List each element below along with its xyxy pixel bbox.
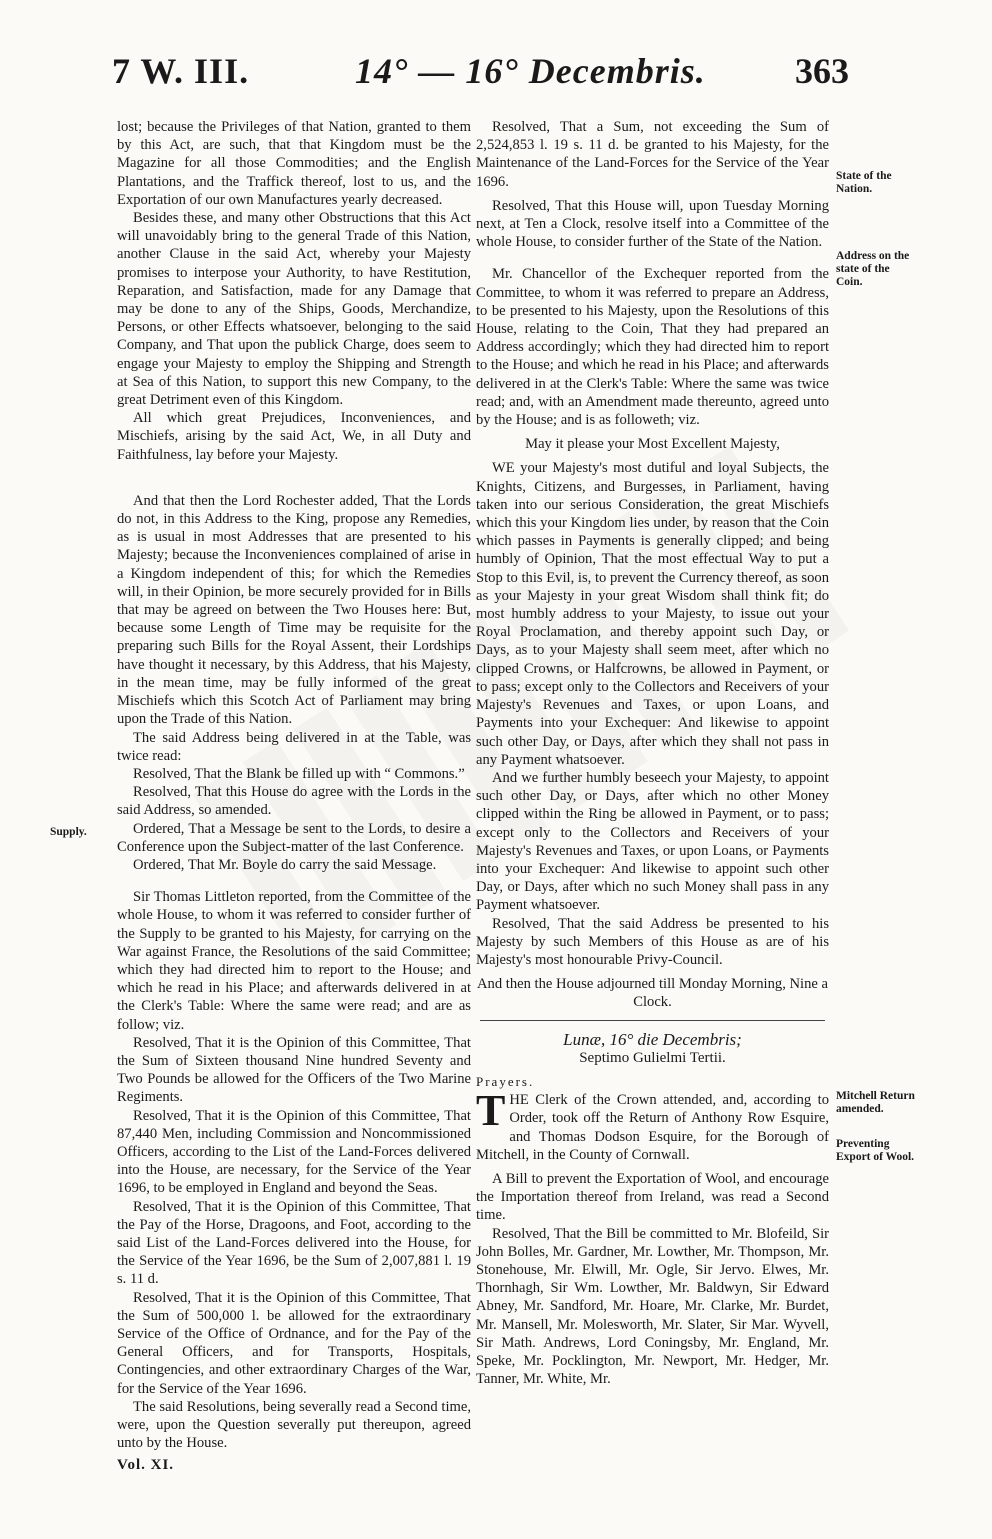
resolution: Resolved, That the Bill be committed to Mr. Blofeild, Sir John Bolles, Mr. Gardner, Mr. Lowther, Mr. Thompson, Mr. Stonehouse, Mr. Elwill, Mr. Ogle, Sir Jervo. Elwes, Mr. Thornhagh, Sir Wm. Lowther, Mr. Baldwyn, Sir Edward Abney, Mr. Sandford, Mr. Hoare, Mr. Clarke, Mr. Burdet, Mr. Mansell, Mr. Molesworth, Mr. Slater, Sir Mar. Wyvell, Sir Math. Andrews, Lord Coningsby, Mr. England, Mr. Speke, Mr. Pocklington, Mr. Newport, Mr. Hedger, Mr. Tanner, Mr. White, Mr. — [476, 1225, 829, 1388]
volume-footer: Vol. XI. — [117, 1457, 175, 1474]
resolution: Resolved, That this House do agree with the Lords in the said Address, so amended. — [117, 784, 471, 819]
order: Ordered, That Mr. Boyle do carry the said Message. — [133, 856, 437, 873]
paragraph: The said Resolutions, being severally read a Second time, were, upon the Question severally put thereupon, agreed unto by the House. — [117, 1398, 471, 1452]
regnal-year: 7 W. III. — [112, 51, 250, 91]
resolution: Resolved, That the Blank be filled up with “ Commons.” — [133, 765, 465, 782]
resolution: Resolved, That it is the Opinion of this Committee, That the Sum of Sixteen thousand Nine hundred Seventy and Two Pounds be allowed for the Officers of the Two Marine Regiments. — [117, 1034, 471, 1106]
paragraph: The said Address being delivered in at the Table, was twice read: — [117, 729, 471, 764]
left-column — [117, 118, 471, 1475]
page-number: 363 — [795, 51, 849, 91]
margin-note-mitchell: Mitchell Return amended. — [836, 1090, 915, 1115]
margin-note-state-of-nation: State of the Nation. — [836, 170, 892, 195]
resolution: Resolved, That it is the Opinion of this Committee, That the Pay of the Horse, Dragoons, and Foot, according to the said List of the Land-Forces delivered into the House, for the Service of the Year 1696, be the Sum of 2,007,881 l. 19 s. 11 d. — [117, 1198, 471, 1288]
paragraph: lost; because the Privileges of that Nation, granted to them by this Act, are such, that that Kingdom must be the Magazine for all those Commodities; and the English Plantations, and the Traffick thereof, lost to us, and the Exportation of our own Manufactures yearly decreased. — [117, 119, 471, 208]
paragraph: A Bill to prevent the Exportation of Wool, and encourage the Importation thereof from Ireland, was read a Second time. — [476, 1170, 829, 1224]
paragraph: And that then the Lord Rochester added, That the Lords do not, in this Address to the King, propose any Remedies, as is usual in most Addresses that are presented to his Majesty; because the Inconveniences complained of arise in a Kingdom independent of this; for which the Remedies will, in their Opinion, be more securely provided for in Bills that may be agreed on between the Two Houses here: But, because some Length of Time may be requisite for the preparing such Bills for the Royal Assent, their Lordships have thought it necessary, by this Address, that his Majesty, in the mean time, may be fully informed of the great Mischiefs which this Scotch Act of Parliament may bring upon the Trade of this Nation. — [117, 492, 471, 728]
right-column — [476, 118, 829, 1388]
resolution: Resolved, That this House will, upon Tuesday Morning next, at Ten a Clock, resolve itself into a Committee of the whole House, to consider further of the State of the Nation. — [476, 197, 829, 251]
paragraph: Mr. Chancellor of the Exchequer reported from the Committee, to whom it was referred to prepare an Address, to be presented to his Majesty, upon the Resolutions of this House, relating to the Coin, That they had prepared an Address accordingly; which they had directed him to report to the House; and which he read in his Place; and afterwards delivered in at the Clerk's Table: Where the same was twice read; and, with an Amendment made thereunto, agreed unto by the House; and is as followeth; viz. — [476, 266, 829, 429]
header-dates: 14° — 16° Decembris. — [355, 51, 706, 91]
paragraph: Besides these, and many other Obstructions that this Act will unavoidably bring to the general Trade of this Nation, another Clause in the said Act, whereby your Majesty promises to interpose your Authority, to have Restitution, Reparation, and Satisfaction, made for any Damage that may be done to any of the Ships, Goods, Merchandize, Persons, or other Effects whatsoever, belonging to the said Company, and That upon the publick Charge, does seem to engage your Majesty to employ the Shipping and Strength at Sea of this Nation, to support this new Company, to the great Detriment even of this Kingdom. — [117, 210, 471, 409]
day-title: Lunæ, 16° die Decembris; — [563, 1029, 742, 1049]
page-header — [0, 42, 992, 102]
paragraph-text: HE Clerk of the Crown attended, and, according to Order, took off the Return of Anthony Row Esquire, and Thomas Dodson Esquire, for the Borough of Mitchell, in the County of Cornwall. — [476, 1092, 829, 1163]
margin-note-supply: Supply. — [50, 826, 87, 838]
resolution: Resolved, That the said Address be presented to his Majesty by such Members of this House as are of his Majesty's most honourable Privy-Council. — [476, 915, 829, 968]
resolution: Resolved, That a Sum, not exceeding the Sum of 2,524,853 l. 19 s. 11 d. be granted to his Majesty, for the Maintenance of the Land-Forces for the Service of the Year 1696. — [476, 119, 829, 190]
paragraph: Sir Thomas Littleton reported, from the Committee of the whole House, to whom it was referred to consider further of the Supply to be granted to his Majesty, for carrying on the War against France, the Resolutions of the said Committee; which they had directed him to report to the House; and which he read in his Place; and afterwards delivered in at the Clerk's Table: Where the same were read; and are as follow; viz. — [117, 889, 471, 1033]
day-subtitle: Septimo Gulielmi Tertii. — [579, 1049, 726, 1066]
margin-note-wool: Preventing Export of Wool. — [836, 1138, 915, 1163]
prayers-heading: Prayers. — [476, 1073, 535, 1089]
paragraph — [476, 1086, 829, 1164]
section-divider — [480, 1020, 825, 1021]
address-text: And we further humbly beseech your Majesty, to appoint such other Day, or Days, after which no other Money clipped within the Ring be allowed in Payment, or to pass; except only to the Collectors and Receivers of your Majesty's Revenues and Taxes, or upon Loans, or Payments into your Exchequer: And likewise to appoint such other Day, or Days, after which no such Money shall pass in any Payment whatsoever. — [476, 769, 829, 914]
resolution: Resolved, That it is the Opinion of this Committee, That the Sum of 500,000 l. be allowed for the extraordinary Service of the Office of Ordnance, and for the Pay of the General Officers, and for Transports, Hospitals, Contingencies, and other extraordinary Charges of the War, for the Service of the Year 1696. — [117, 1289, 471, 1397]
address-text: WE your Majesty's most dutiful and loyal Subjects, the Knights, Citizens, and Burgesses, in Parliament, having taken into our serious Consideration, the great Mischiefs which this your Kingdom lies under, by reason that the Coin which passes in Payments is generally clipped; and being humbly of Opinion, That the most effectual Way to put a Stop to this Evil, is, to prevent the Currency thereof, as soon as your Majesty in your great Wisdom shall think fit; do most humbly address to your Majesty, to issue out your Royal Proclamation, and thereby appoint such Day, or Days, as to your Majesty shall seem meet, after which no clipped Crowns, or Halfcrowns, be allowed in Payment, or to pass; except only to the Collectors and Receivers of your Majesty's Revenues and Taxes, or upon Loans, and Payments into your Exchequer: And likewise to appoint such other Day, or Days, after which they shall not pass in any Payment whatsoever. — [476, 460, 829, 768]
resolution: Resolved, That it is the Opinion of this Committee, That 87,440 Men, including Commission and Noncommissioned Officers, according to the List of the Land-Forces delivered into the House, are necessary, for the Service of the Year 1696, to be employed in England and beyond the Seas. — [117, 1107, 471, 1197]
order: Ordered, That a Message be sent to the Lords, to desire a Conference upon the Subject-matter of the last Conference. — [117, 820, 471, 855]
adjournment: And then the House adjourned till Monday Morning, Nine a Clock. — [477, 976, 828, 1011]
salutation: May it please your Most Excellent Majesty, — [525, 436, 780, 453]
margin-note-address-coin: Address on the state of the Coin. — [836, 250, 910, 288]
drop-cap: T — [476, 1086, 506, 1136]
paragraph: All which great Prejudices, Inconveniences, and Mischiefs, arising by the said Act, We, in all Duty and Faithfulness, lay before your Majesty. — [117, 410, 471, 463]
